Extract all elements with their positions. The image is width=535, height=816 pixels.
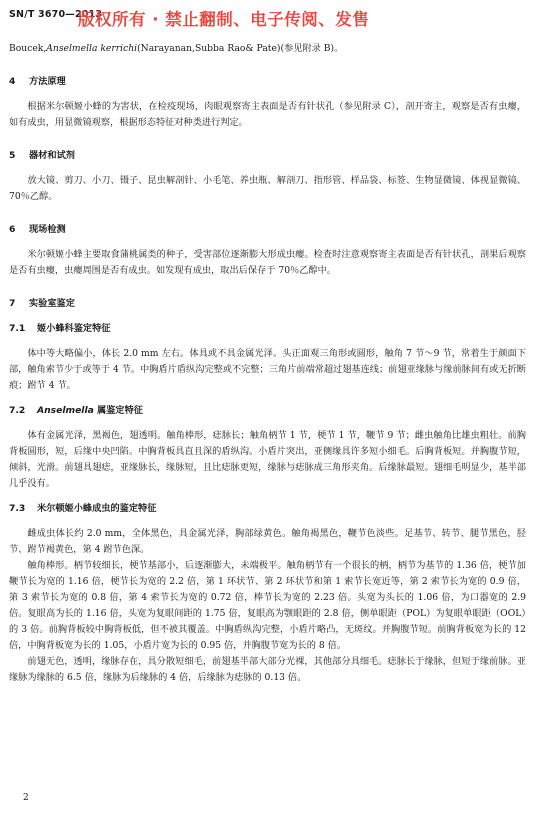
section-7-3-paragraph-2: 触角棒形。柄节较细长，梗节基部小，后逐渐膨大，未端极平。触角柄节有一个很长的柄，柄节为基节的 1.36 倍，梗节加鞭节长为宽的 1.16 倍，梗节长为宽的 2.2 倍，第 1 环状节、第 2 环状节和第 1 索节长宽近等，第 2 索节长为宽的 0.9 倍，第 3 索节长为宽的 0.8 倍，第 4 索节长为宽的 0.72 倍，棒节长为宽的 2.23 倍。头宽为头长的 1.06 倍，为口器宽的 2.9 倍。复眼高为长的 1.16 倍，头宽为复眼间距的 1.75 倍，复眼高为颚眼距的 2.8 倍，侧单眼距（POL）为复眼单眼距（OOL）的 3 倍。前胸背板较中胸背板低，但不被其覆盖。中胸盾纵沟完整，小盾片略凸，无斑纹。并胸腹节短。前胸背板宽为长的 12 倍，中胸背板宽为长的 1.05，小盾片宽为长的 0.95 倍，并胸腹节宽为长的 8 倍。 bbox=[9, 560, 526, 651]
genus-name: Anselmella bbox=[37, 405, 94, 416]
section-7-3-paragraph-1: 雌成虫体长约 2.0 mm，全体黑色，具金属光泽，胸部绿黄色。触角褐黑色，鞭节色淡些。足基节、转节、腿节黑色，胫节、跗节褐黄色，第 4 跗节色深。 bbox=[9, 528, 526, 555]
section-7-1-heading: 7.1 姬小蜂科鉴定特征 bbox=[9, 323, 111, 334]
section-6-heading: 6 现场检测 bbox=[9, 224, 66, 235]
standard-code: SN/T 3670—2013 bbox=[9, 9, 103, 20]
section-5-heading: 5 器材和试剂 bbox=[9, 150, 75, 161]
section-7-heading: 7 实验室鉴定 bbox=[9, 298, 75, 309]
section-7-1-paragraph: 体中等大略偏小，体长 2.0 mm 左右。体具或不具金属光泽。头正面观三角形或圆形，触角 7 节～9 节，常着生于颜面下部，触角索节少于或等于 4 节。中胸盾片盾纵沟完整或不完整；三角片前端常超过翅基连线；前翅亚缘脉与缘前脉间有或无折断痕；跗节 4 节。 bbox=[9, 348, 526, 391]
section-7-2-paragraph: 体有金属光泽，黑褐色，翅透明。触角棒形，痣脉长；触角柄节 1 节，梗节 1 节，鞭节 9 节；雌虫触角比雄虫粗壮。前胸背板圆形，短，后缘中央凹陷。中胸背板具直且深的盾纵沟。小盾片突出，亚侧缘具许多短小细毛。后胸背板短。并胸腹节短，倾斜，光滑。前翅具翅痣，亚缘脉长，缘脉短，且比痣脉更短，缘脉与痣脉成三角形夹角。后缘脉最短。翅细毛明显少，基半部几乎没有。 bbox=[9, 430, 526, 489]
intro-line: Boucek,Anselmella kerrichi(Narayanan,Subba Rao& Pate)(参见附录 B)。 bbox=[9, 43, 344, 54]
section-4-heading: 4 方法原理 bbox=[9, 76, 66, 87]
copyright-watermark: 版权所有 · 禁止翻制、电子传阅、发售 bbox=[78, 10, 370, 29]
page-number: 2 bbox=[23, 793, 29, 803]
species-name: Anselmella kerrichi bbox=[46, 43, 138, 54]
section-4-paragraph: 根据米尔顿姬小蜂的为害状，在检疫现场，肉眼观察寄主表面是否有针状孔（参见附录 C），剖开寄主，观察是否有虫瘿，如有成虫，用显微镜观察，根据形态特征对种类进行判定。 bbox=[9, 101, 526, 128]
document-body bbox=[9, 41, 526, 686]
section-7-3-heading: 7.3 米尔顿姬小蜂成虫的鉴定特征 bbox=[9, 503, 157, 514]
section-7-2-heading: 7.2 Anselmella 属鉴定特征 bbox=[9, 405, 143, 416]
section-6-paragraph: 米尔顿姬小蜂主要取食蒲桃属类的种子，受害部位逐渐膨大形成虫瘿。检查时注意观察寄主表面是否有针状孔，剖果后观察是否有虫瘿，虫瘿周围是否有成虫。如发现有成虫，取出后保存于 70％乙醇中。 bbox=[9, 249, 526, 276]
section-5-paragraph: 放大镜、剪刀、小刀、镊子、昆虫解剖针、小毛笔、养虫瓶、解剖刀、指形管、样品袋、标签、生物显微镜、体视显微镜、70％乙醇。 bbox=[9, 175, 526, 202]
section-7-3-paragraph-3: 前翅无色，透明，缘脉存在，具分散短细毛，前翅基半部大部分光裸，其他部分具细毛。痣脉长于缘脉，但短于缘前脉。亚缘脉为缘脉的 6.5 倍，缘脉为后缘脉的 4 倍，后缘脉为痣脉的 0.13 倍。 bbox=[9, 656, 526, 683]
